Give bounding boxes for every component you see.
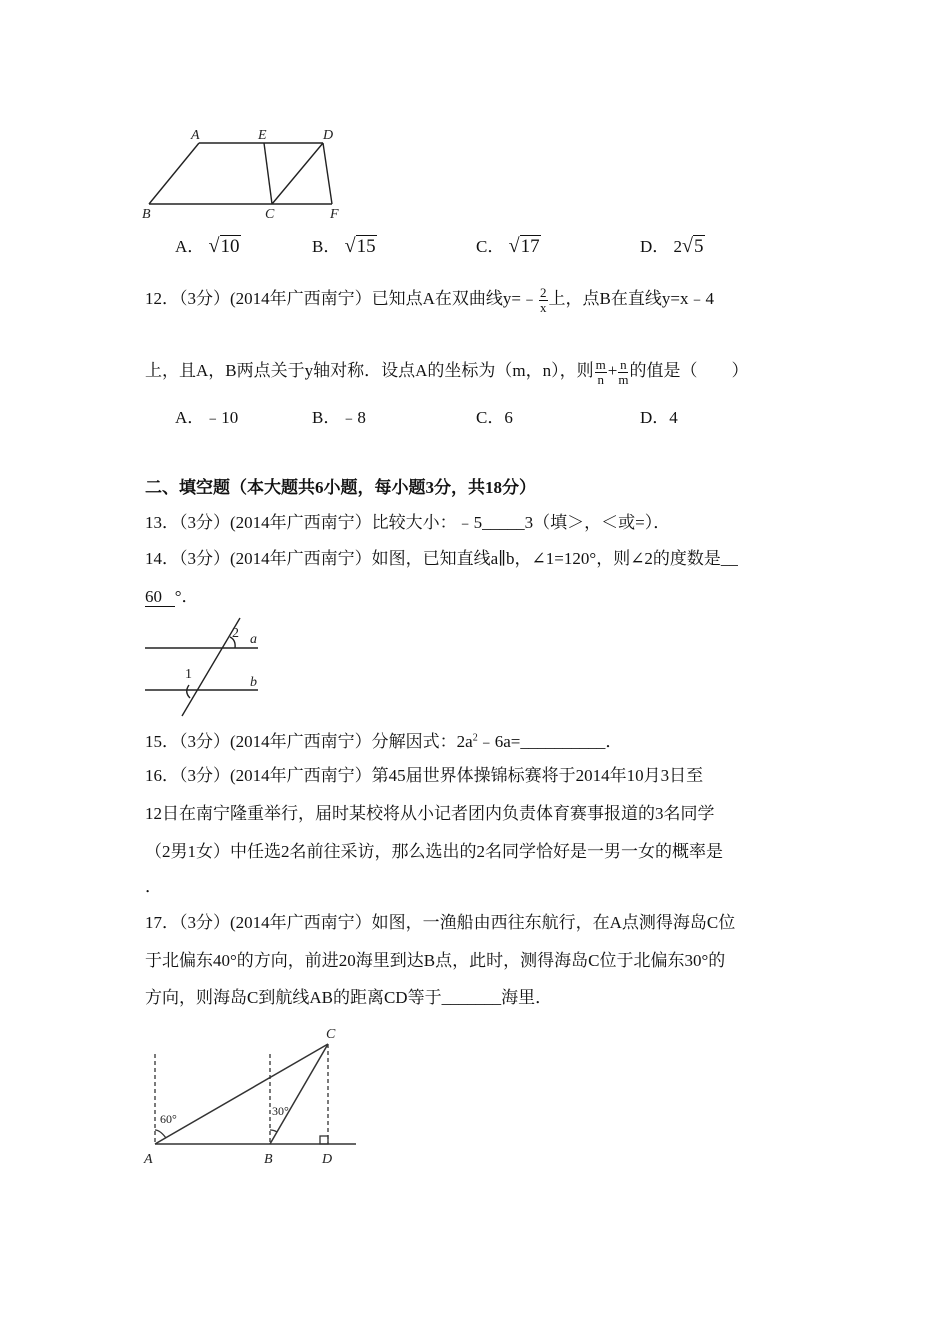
q12-line2: 上，且A，B两点关于y轴对称．设点A的坐标为（m，n），则 $\frac{m}{n}$ + $\frac{n}{m}$ 的值是（ ）: [145, 357, 749, 387]
label-C: C: [265, 207, 275, 222]
q17-line1: 17．（3分）(2014年广西南宁）如图，一渔船由西往东航行，在A点测得海岛C位: [145, 913, 736, 932]
section-title: 二、填空题（本大题共6小题，每小题3分，共18分）: [145, 478, 536, 497]
fraction-n-over-m: $\frac{n}{m}$: [618, 357, 629, 387]
angle-60-arc: [155, 1130, 166, 1138]
label-angle-2: 2: [232, 626, 239, 641]
q17-line3: 方向，则海岛C到航线AB的距离CD等于_______海里．: [145, 988, 553, 1007]
answer-blank[interactable]: _____: [482, 513, 525, 532]
option-label: B．: [312, 237, 341, 256]
q12-line1: 12．（3分）(2014年广西南宁）已知点A在双曲线y=﹣ $\frac{2}{x}$ 上，点B在直线y=x﹣4: [145, 285, 714, 315]
parallelogram-figure: [140, 125, 360, 225]
q14-line1: 14．（3分）(2014年广西南宁）如图，已知直线a∥b，∠1=120°，则∠2的度数是__: [145, 549, 738, 568]
label-E: E: [258, 128, 267, 143]
label-F: F: [330, 207, 339, 222]
label-A: A: [144, 1152, 153, 1167]
answer-blank[interactable]: _______: [441, 988, 502, 1007]
q12-option-b[interactable]: B．﹣8: [312, 408, 366, 427]
label-60: 60°: [160, 1112, 177, 1126]
q11-option-c[interactable]: [476, 236, 541, 256]
edge-DC: [272, 143, 323, 204]
fraction-2-over-x: $\frac{2}{x}$: [540, 285, 547, 315]
navigation-figure: [138, 1022, 368, 1172]
q13: 13．（3分）(2014年广西南宁）比较大小：﹣5_____3（填＞，＜或=）．: [145, 513, 671, 532]
label-B: B: [142, 207, 151, 222]
label-C: C: [326, 1027, 336, 1042]
q15: 15．（3分）(2014年广西南宁）分解因式：$2a^2﹣6a=\_\_\_\_\_\_\_\_\_\_$．: [145, 732, 623, 751]
right-angle-mark: [320, 1136, 328, 1144]
q11-option-d[interactable]: [640, 236, 705, 256]
q17-line2: 于北偏东40°的方向，前进20海里到达B点，此时，测得海岛C位于北偏东30°的: [145, 951, 726, 970]
sqrt-expression: √15: [344, 235, 376, 257]
q11-option-a[interactable]: [175, 236, 241, 256]
label-a: a: [250, 632, 257, 647]
q16-line1: 16．（3分）(2014年广西南宁）第45届世界体操锦标赛将于2014年10月3日至: [145, 766, 704, 785]
edge-DF: [323, 143, 332, 204]
q16-line3: （2男1女）中任选2名前往采访，那么选出的2名同学恰好是一男一女的概率是: [145, 842, 723, 861]
q12-option-a[interactable]: A．﹣10: [175, 408, 239, 427]
edge-AB: [149, 143, 199, 204]
fraction-m-over-n: $\frac{m}{n}$: [595, 357, 606, 387]
option-label: C．: [476, 237, 505, 256]
segment-BC: [270, 1044, 328, 1144]
q12-option-d[interactable]: D．4: [640, 408, 678, 427]
label-b: b: [250, 675, 257, 690]
label-D: D: [322, 1152, 333, 1167]
angle-1-arc: [187, 685, 190, 698]
q14-answer: 60: [145, 587, 175, 607]
angle-30-arc: [270, 1130, 277, 1132]
parallel-lines-figure: [140, 612, 280, 722]
label-D: D: [323, 128, 334, 143]
edge-EC: [264, 143, 272, 204]
segment-AC: [155, 1044, 328, 1144]
q11-option-b[interactable]: [312, 236, 377, 256]
q16-line2: 12日在南宁隆重举行，届时某校将从小记者团内负责体育赛事报道的3名同学: [145, 804, 715, 823]
label-30: 30°: [272, 1104, 289, 1118]
q14-line2: 60 °．: [145, 587, 199, 606]
sqrt-expression: √5: [682, 235, 704, 257]
sqrt-expression: √10: [208, 235, 240, 257]
coefficient: 2: [673, 237, 683, 256]
option-label: A．: [175, 237, 205, 256]
option-label: D．: [640, 237, 670, 256]
sqrt-expression: √17: [508, 235, 540, 257]
q12-option-c[interactable]: C．6: [476, 408, 513, 427]
label-B: B: [264, 1152, 273, 1167]
label-angle-1: 1: [185, 667, 192, 682]
q16-line4: ．: [145, 877, 162, 896]
label-A: A: [191, 128, 200, 143]
